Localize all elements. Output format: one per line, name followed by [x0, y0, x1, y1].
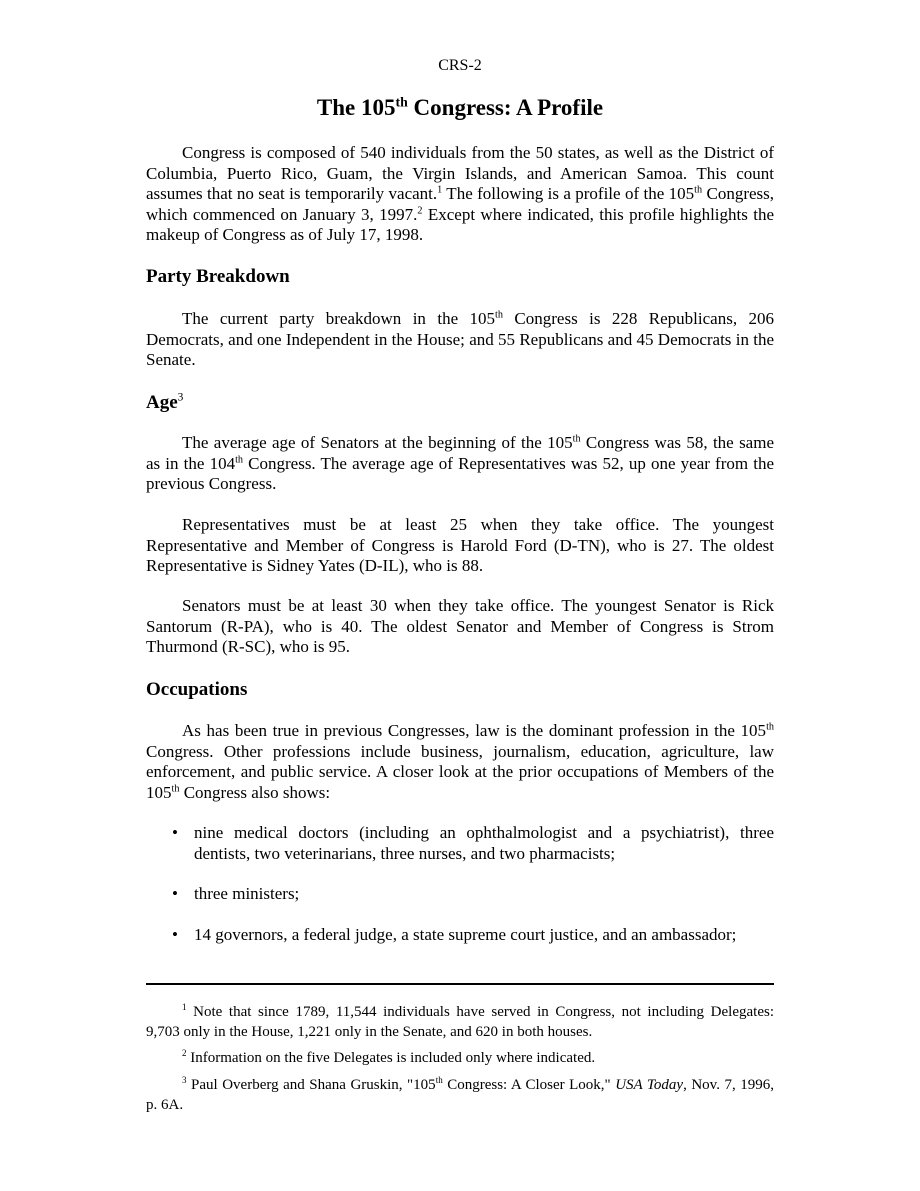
title-text-rest: Congress: A Profile: [407, 95, 604, 120]
footnote-ref-1: 1: [437, 184, 443, 196]
intro-text-1: Congress is composed of 540 individuals from the 50 states, as well as the District of Columbia, Puerto Rico, Guam, the Virgin Islands, and American Samoa. This count assumes that no seat is temporarily vacant.: [146, 143, 774, 203]
heading-age: [146, 392, 183, 414]
occupations-text-2: Congress. Other professions include business, journalism, education, agriculture, law enforcement, and public service. A closer look at the prior occupations of Members of the 105: [146, 741, 774, 802]
title-text: The 105: [316, 95, 396, 120]
bullet-icon: •: [172, 925, 178, 944]
footnote-number: 1: [182, 1002, 187, 1012]
footnote-number: 2: [182, 1048, 187, 1058]
footnote-2: [146, 1049, 774, 1069]
ordinal-superscript: th: [572, 433, 581, 445]
footnote-text: Paul Overberg and Shana Gruskin, "105: [186, 1077, 436, 1093]
intro-text-4: Except where indicated, this profile highlights the makeup of Congress as of July 17, 1998.: [146, 204, 774, 244]
occupations-text-3: Congress also shows:: [179, 782, 331, 802]
ordinal-superscript: th: [694, 184, 703, 196]
age-paragraph-2: Representatives must be at least 25 when they take office. The youngest Representative and Member of Congress is Harold Ford (D-TN), who is 27. The oldest Representative is Sidney Yates (D-IL), who is 88.: [146, 515, 774, 575]
heading-party-breakdown: Party Breakdown: [146, 266, 290, 287]
ordinal-superscript: th: [766, 721, 774, 733]
list-item-text: three ministers;: [194, 884, 300, 903]
age-heading-text: Age: [146, 392, 178, 413]
publication-title: USA Today: [615, 1077, 684, 1093]
list-item-text: 14 governors, a federal judge, a state supreme court justice, and an ambassador;: [194, 925, 737, 944]
list-item-text: nine medical doctors (including an ophthalmologist and a psychiatrist), three dentists, two veterinarians, three nurses, and two pharmacists;: [194, 823, 774, 863]
ordinal-superscript: th: [495, 309, 503, 321]
age-text-2: Congress was 58, the same as in the 104: [146, 433, 774, 473]
bullet-icon: •: [172, 884, 178, 903]
footnote-ref-2: 2: [417, 204, 423, 216]
footnote-text: Information on the five Delegates is included only where indicated.: [186, 1050, 596, 1066]
list-item: [172, 925, 774, 946]
intro-paragraph: [146, 143, 774, 246]
heading-occupations: Occupations: [146, 679, 248, 700]
party-text-2: Congress is 228 Republicans, 206 Democrats, and one Independent in the House; and 55 Republicans and 45 Democrats in the Senate.: [146, 309, 774, 369]
intro-text-3: Congress, which commenced on January 3, 1997.: [146, 184, 775, 224]
footnote-number: 3: [182, 1075, 187, 1085]
footnote-ref-3: 3: [177, 391, 184, 404]
page-number: CRS-2: [438, 57, 482, 74]
footnote-text: Congress: A Closer Look,": [442, 1077, 616, 1093]
footnote-text: , Nov. 7, 1996, p. 6A.: [146, 1077, 774, 1113]
ordinal-superscript: th: [435, 1075, 443, 1085]
occupations-paragraph: [146, 721, 774, 803]
age-paragraph-3: Senators must be at least 30 when they take office. The youngest Senator is Rick Santorum (R-PA), who is 40. The oldest Senator and Member of Congress is Strom Thurmond (R-SC), who is 95.: [146, 596, 774, 656]
footnote-text: Note that since 1789, 11,544 individuals have served in Congress, not including Delegates: 9,703 only in the House, 1,221 only in the Senate, and 620 in both houses.: [146, 1004, 774, 1040]
age-paragraph-1: [146, 433, 774, 495]
age-text-1: The average age of Senators at the beginning of the 105: [182, 433, 573, 452]
ordinal-superscript: th: [171, 782, 180, 794]
bullet-icon: •: [172, 823, 178, 842]
ordinal-superscript: th: [235, 453, 244, 465]
age-text-3: Congress. The average age of Representatives was 52, up one year from the previous Congress.: [146, 453, 775, 493]
party-paragraph: [146, 309, 774, 371]
list-item: [172, 884, 774, 905]
page-title: [0, 95, 920, 121]
party-text-1: The current party breakdown in the 105: [182, 309, 496, 328]
intro-text-2: The following is a profile of the 105: [442, 184, 695, 203]
occupations-text-1: As has been true in previous Congresses, law is the dominant profession in the 105: [182, 721, 767, 740]
footnote-1: [146, 1003, 774, 1042]
title-superscript: th: [395, 94, 408, 110]
footnote-3: [146, 1076, 774, 1115]
footnote-divider: [146, 983, 774, 985]
list-item: [172, 823, 774, 864]
